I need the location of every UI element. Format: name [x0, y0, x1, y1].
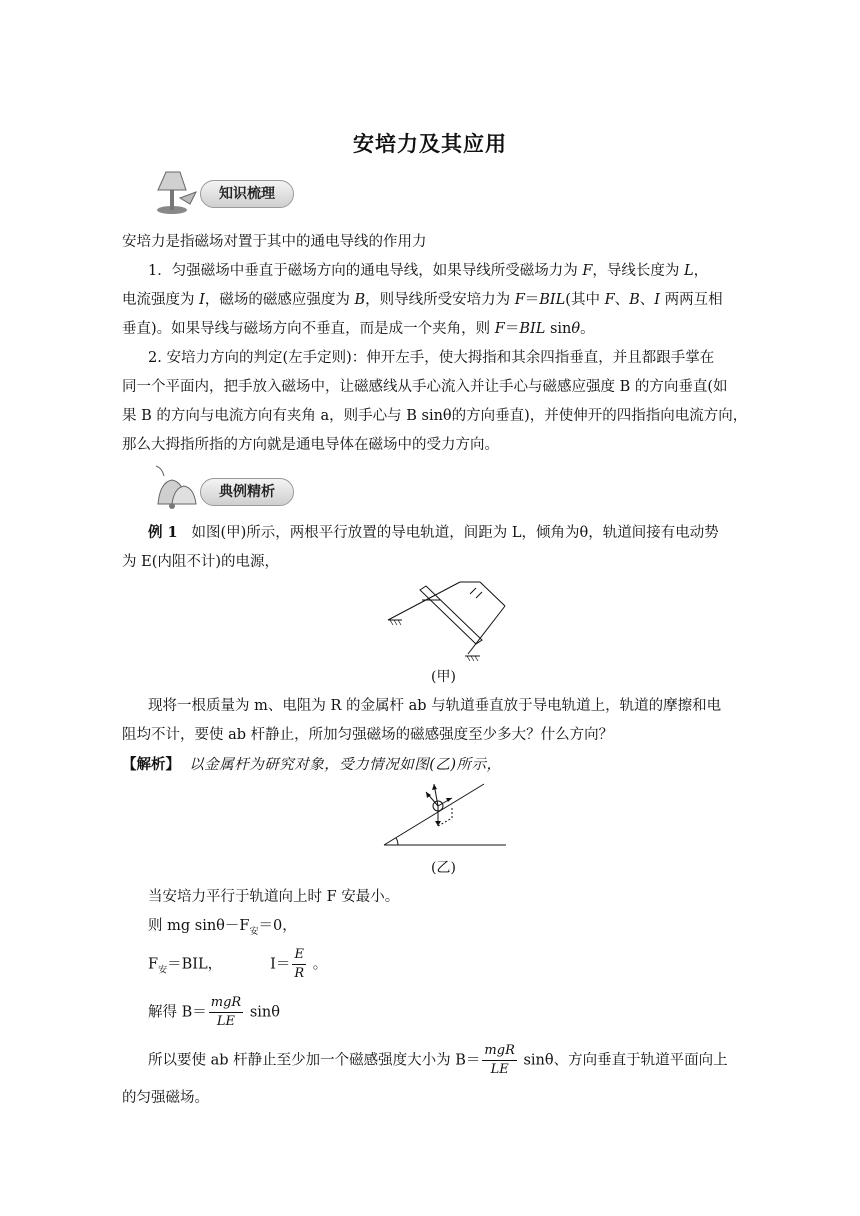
intro-text: 安培力是指磁场对置于其中的通电导线的作用力: [122, 234, 427, 250]
section-header-examples: [150, 472, 310, 512]
solution-step2: 则 mg $\sin\theta-F_安=0$，: [148, 918, 297, 937]
figure-caption-yi: (乙): [431, 860, 456, 876]
fraction-e-over-r: $\frac{E}{R}$: [294, 947, 305, 981]
section-label: 典例精析: [200, 478, 294, 506]
p1-line1: 1．匀强磁场中垂直于磁场方向的通电导线，如果导线所受磁场力为 F，导线长度为 L，: [148, 263, 709, 279]
example-line4: 阻均不计，要使 ab 杆静止，所加匀强磁场的磁感强度至少多大？什么方向？: [122, 727, 614, 743]
fraction-mgr-over-le: $\frac{\text{mgR}}{LE}$: [484, 1043, 515, 1077]
page-title: 安培力及其应用: [353, 132, 507, 156]
example-line2: 为 E(内阻不计)的电源，: [122, 554, 280, 570]
solution-step1: 当安培力平行于轨道向上时 F 安最小。: [148, 889, 400, 905]
solution-step3: $F_安=BIL$， I＝ $\frac{E}{R}$ 。: [148, 947, 328, 981]
p2-line4: 那么大拇指所指的方向就是通电导体在磁场中的受力方向。: [122, 437, 499, 453]
p2-line1: 2. 安培力方向的判定(左手定则)：伸开左手，使大拇指和其余四指垂直，并且都跟手掌在: [148, 350, 715, 366]
p1-line2: 电流强度为 I，磁场的磁感应强度为 B，则导线所受安培力为 F＝BIL(其中 F、B、I 两两互相: [122, 292, 723, 308]
bell-icon: [150, 464, 200, 514]
figure-force-diagram: [380, 778, 510, 850]
figure-caption-jia: (甲): [431, 669, 456, 685]
p2-line3: 果 B 的方向与电流方向有夹角 a，则手心与 B sinθ的方向垂直)，并使伸开的四指指向电流方向，: [122, 408, 748, 424]
section-header-knowledge: [150, 174, 310, 214]
example-line3: 现将一根质量为 m、电阻为 R 的金属杆 ab 与轨道垂直放于导电轨道上，轨道的摩擦和电: [148, 698, 722, 714]
p1-line3: 垂直)。如果导线与磁场方向不垂直，而是成一个夹角，则 F＝BIL sinθ。: [122, 321, 595, 337]
lamp-icon: [150, 170, 200, 216]
figure-rails-diagram: [380, 576, 520, 662]
section-label: 知识梳理: [200, 180, 294, 208]
solution-conclusion: 所以要使 ab 杆静止至少加一个磁感强度大小为 B＝ $\frac{\text{mgR}}{LE}$ sinθ、方向垂直于轨道平面向上: [148, 1043, 728, 1077]
example-line1: 例 1 如图(甲)所示，两根平行放置的导电轨道，间距为 L，倾角为θ，轨道间接有电动势: [148, 524, 719, 541]
solution-conclusion-end: 的匀强磁场。: [122, 1090, 209, 1106]
p2-line2: 同一个平面内，把手放入磁场中，让磁感线从手心流入并让手心与磁感应强度 B 的方向垂直(如: [122, 379, 728, 395]
solution-line: 【解析】 以金属杆为研究对象，受力情况如图(乙)所示，: [122, 756, 502, 773]
fraction-mgr-over-le: $\frac{\text{mgR}}{LE}$: [210, 995, 242, 1029]
solution-step4: 解得 B＝ $\frac{\text{mgR}}{LE}$ sinθ: [148, 995, 280, 1029]
